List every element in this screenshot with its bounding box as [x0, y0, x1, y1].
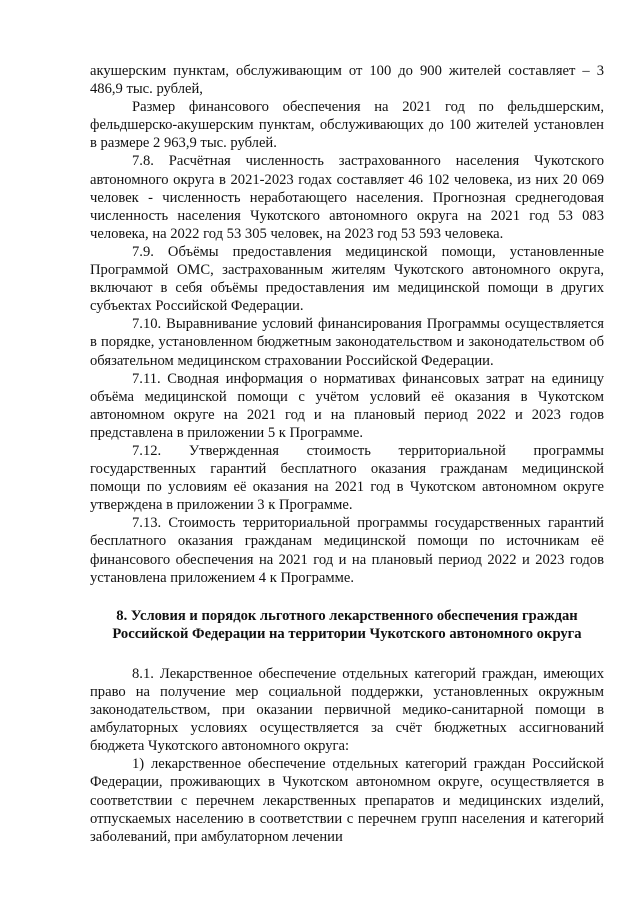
paragraph-7-10: 7.10. Выравнивание условий финансирования Программы осуществляется в порядке, установленном бюджетным законодательством и законодательством об обязательном медицинском страховании Российской Федерации. — [90, 316, 604, 369]
paragraph-fap-funding: Размер финансового обеспечения на 2021 год по фельдшерским, фельдшерско-акушерским пунктам, обслуживающих до 100 жителей установлен в размере 2 963,9 тыс. рублей. — [90, 99, 604, 152]
paragraph-7-9: 7.9. Объёмы предоставления медицинской помощи, установленные Программой ОМС, застрахованным жителям Чукотского автономного округа, включают в себя объёмы предоставления им медицинской помощи в других субъектах Российской Федерации. — [90, 243, 604, 315]
paragraph-8-1: 8.1. Лекарственное обеспечение отдельных категорий граждан, имеющих право на получение мер социальной поддержки, установленных окружным законодательством, при оказании первичной медико-санитарной помощи в амбулаторных условиях осуществляется за счёт бюджетных ассигнований бюджета Чукотского автономного округа: — [90, 665, 604, 755]
paragraph-7-13: 7.13. Стоимость территориальной программы государственных гарантий бесплатного оказания гражданам медицинской помощи по источникам её финансового обеспечения на 2021 год и на плановый период 2022 и 2023 годов установлена приложением 4 к Программе. — [90, 515, 604, 586]
document-page — [90, 62, 604, 846]
section-heading: 8. Условия и порядок льготного лекарственного обеспечения граждан Российской Федерации на территории Чукотского автономного округа — [112, 607, 582, 642]
paragraph-7-12: 7.12. Утвержденная стоимость территориальной программы государственных гарантий бесплатного оказания гражданам медицинской помощи по условиям её оказания на 2021 год в Чукотском автономном округе утверждена в приложении 3 к Программе. — [90, 442, 604, 514]
paragraph-continuation: акушерским пунктам, обслуживающим от 100 до 900 жителей составляет – 3 486,9 тыс. рублей, — [90, 63, 604, 98]
paragraph-7-11: 7.11. Сводная информация о нормативах финансовых затрат на единицу объёма медицинской помощи с учётом условий её оказания в Чукотском автономном округе на 2021 год и на плановый период 2022 и 2023 годов представлена в приложении 5 к Программе. — [90, 370, 604, 441]
paragraph-8-1-item-1: 1) лекарственное обеспечение отдельных категорий граждан Российской Федерации, проживающих в Чукотском автономном округе, осуществляется в соответствии с перечнем лекарственных препаратов и медицинских изделий, отпускаемых населению в соответствии с перечнем групп населения и категорий заболеваний, при амбулаторном лечении — [90, 756, 604, 845]
paragraph-7-8: 7.8. Расчётная численность застрахованного населения Чукотского автономного округа в 2021-2023 годах составляет 46 102 человека, из них 20 069 человек - численность неработающего населения. Прогнозная среднегодовая численность населения Чукотского автономного округа на 2021 год 53 083 человека, на 2022 год 53 305 человек, на 2023 год 53 593 человека. — [90, 153, 604, 242]
